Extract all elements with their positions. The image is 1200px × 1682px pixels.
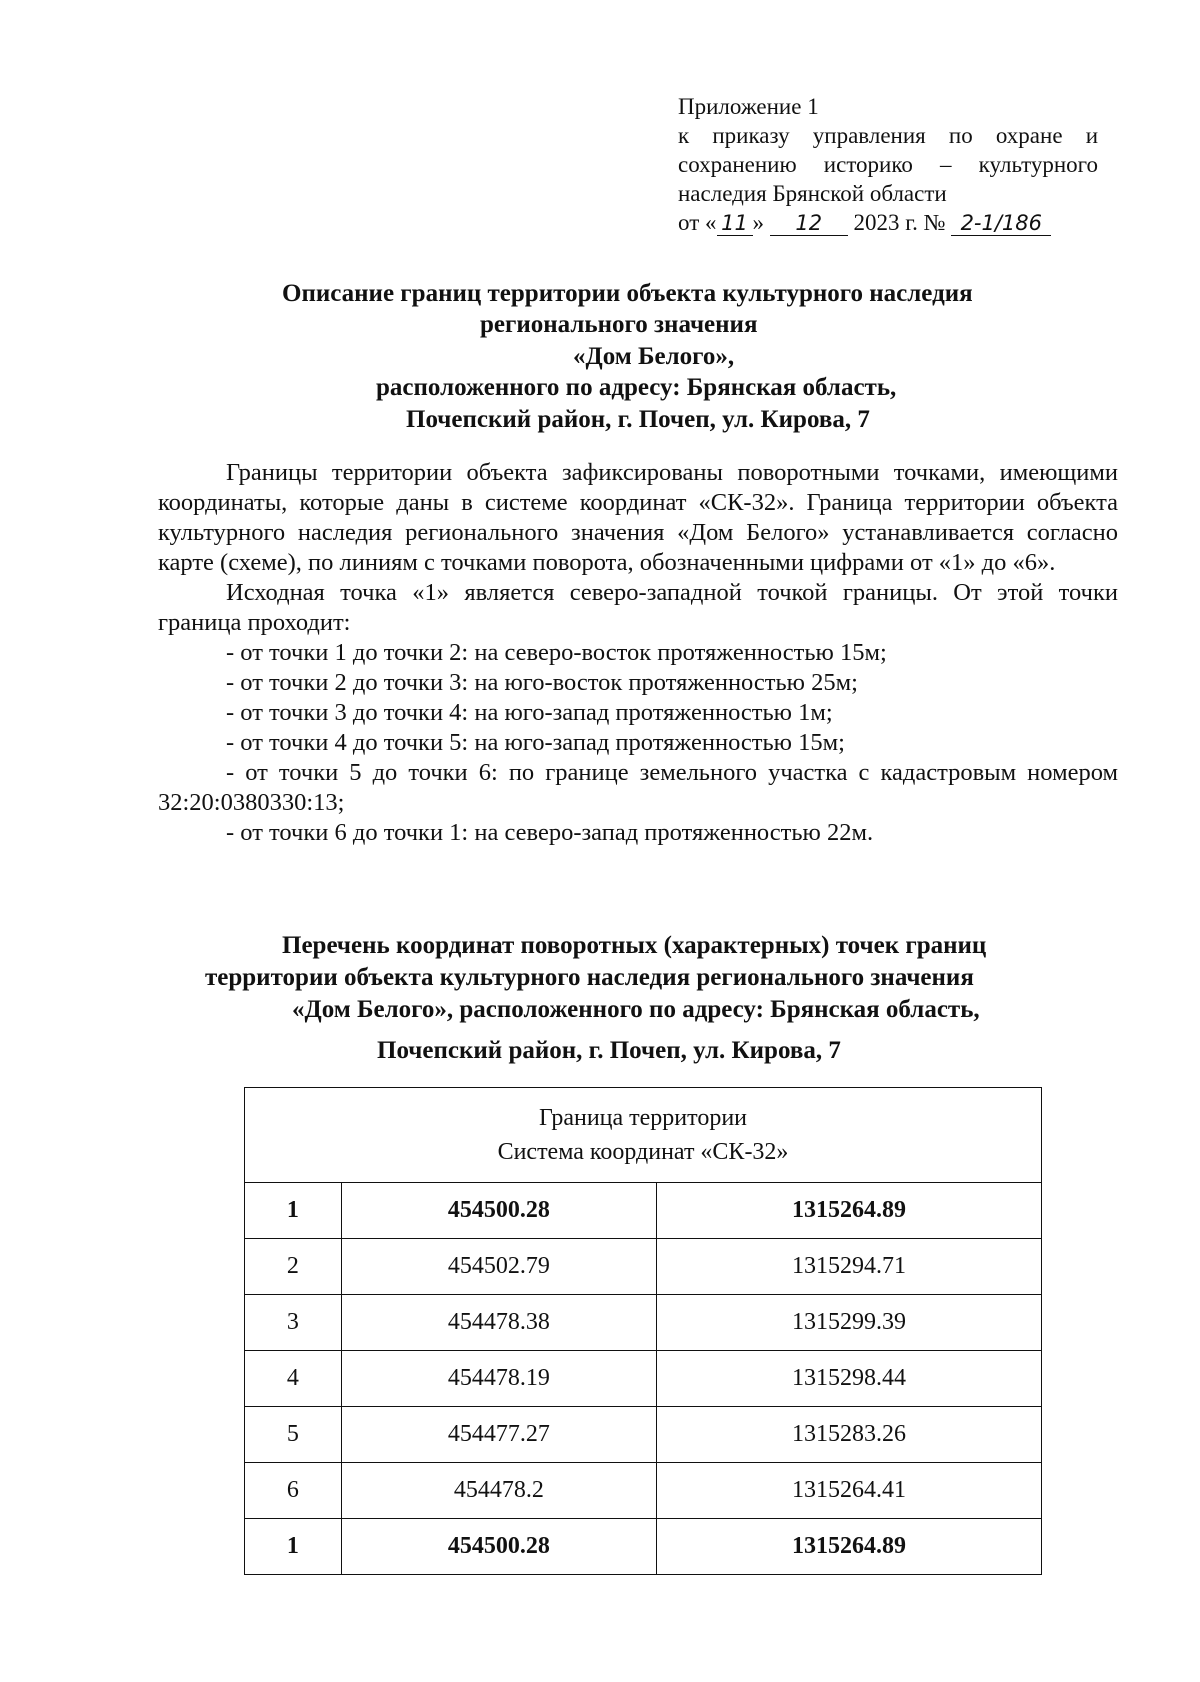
list-heading-line: Почепский район, г. Почеп, ул. Кирова, 7 bbox=[377, 1037, 841, 1064]
list-heading-line: территории объекта культурного наследия регионального значения bbox=[205, 964, 974, 991]
x-coordinate-cell: 454478.38 bbox=[341, 1295, 656, 1351]
boundary-segment-item: - от точки 5 до точки 6: по границе земельного участка с кадастровым номером 32:20:0380330:13; bbox=[158, 759, 1118, 816]
x-coordinate-cell: 454477.27 bbox=[341, 1407, 656, 1463]
table-row bbox=[245, 1407, 1042, 1463]
x-coordinate-cell: 454500.28 bbox=[341, 1183, 656, 1239]
table-row bbox=[245, 1351, 1042, 1407]
heading-line: регионального значения bbox=[480, 311, 758, 338]
handwritten-order-number: 2-1/186 bbox=[951, 211, 1051, 236]
table-header-cell bbox=[245, 1088, 1042, 1183]
description-body bbox=[158, 458, 1118, 848]
x-coordinate-cell: 454478.2 bbox=[341, 1463, 656, 1519]
point-number-cell: 6 bbox=[245, 1463, 342, 1519]
boundary-segment-item: - от точки 1 до точки 2: на северо-восток протяженностью 15м; bbox=[226, 639, 887, 666]
date-year: 2023 г. № bbox=[853, 210, 946, 235]
point-number-cell: 1 bbox=[245, 1519, 342, 1575]
table-row bbox=[245, 1239, 1042, 1295]
y-coordinate-cell: 1315283.26 bbox=[656, 1407, 1041, 1463]
table-header-subtitle: Система координат «СК-32» bbox=[497, 1139, 789, 1165]
boundary-segment-item: - от точки 2 до точки 3: на юго-восток протяженностью 25м; bbox=[226, 669, 858, 696]
point-number-cell: 2 bbox=[245, 1239, 342, 1295]
list-heading-line: «Дом Белого», расположенного по адресу: Брянская область, bbox=[292, 996, 980, 1023]
x-coordinate-cell: 454500.28 bbox=[341, 1519, 656, 1575]
y-coordinate-cell: 1315294.71 bbox=[656, 1239, 1041, 1295]
handwritten-month: 12 bbox=[770, 211, 848, 236]
y-coordinate-cell: 1315264.89 bbox=[656, 1183, 1041, 1239]
point-number-cell: 4 bbox=[245, 1351, 342, 1407]
x-coordinate-cell: 454478.19 bbox=[341, 1351, 656, 1407]
appendix-line: наследия Брянской области bbox=[678, 181, 947, 206]
paragraph: Границы территории объекта зафиксированы поворотными точками, имеющими координаты, которые даны в системе координат «СК-32». Граница территории объекта культурного наследия регионального значения «Дом Белого» устанавливается согласно карте (схеме), по линиям с точками поворота, обозначенными цифрами от «1» до «6». bbox=[158, 459, 1118, 576]
boundary-segment-item: - от точки 6 до точки 1: на северо-запад протяженностью 22м. bbox=[226, 819, 874, 846]
point-number-cell: 5 bbox=[245, 1407, 342, 1463]
paragraph: Исходная точка «1» является северо-западной точкой границы. От этой точки граница проходит: bbox=[158, 579, 1118, 636]
table-row bbox=[245, 1183, 1042, 1239]
appendix-block bbox=[678, 92, 1098, 237]
heading-line: расположенного по адресу: Брянская область, bbox=[376, 374, 897, 401]
heading-line: Почепский район, г. Почеп, ул. Кирова, 7 bbox=[406, 406, 870, 433]
table-row bbox=[245, 1295, 1042, 1351]
table-header-row bbox=[245, 1088, 1042, 1183]
date-prefix: от « bbox=[678, 210, 717, 235]
y-coordinate-cell: 1315264.41 bbox=[656, 1463, 1041, 1519]
point-number-cell: 1 bbox=[245, 1183, 342, 1239]
appendix-title: Приложение 1 bbox=[678, 94, 819, 119]
coordinates-table bbox=[244, 1087, 1042, 1575]
heading-line: Описание границ территории объекта культурного наследия bbox=[282, 280, 973, 307]
boundary-segment-item: - от точки 4 до точки 5: на юго-запад протяженностью 15м; bbox=[226, 729, 845, 756]
y-coordinate-cell: 1315264.89 bbox=[656, 1519, 1041, 1575]
table-row bbox=[245, 1463, 1042, 1519]
order-date-line bbox=[678, 208, 1098, 237]
y-coordinate-cell: 1315298.44 bbox=[656, 1351, 1041, 1407]
appendix-line: к приказу управления по охране и bbox=[678, 123, 1098, 148]
list-heading-line: Перечень координат поворотных (характерных) точек границ bbox=[282, 932, 987, 959]
heading-line: «Дом Белого», bbox=[573, 343, 735, 370]
boundary-segment-item: - от точки 3 до точки 4: на юго-запад протяженностью 1м; bbox=[226, 699, 833, 726]
handwritten-day: 11 bbox=[717, 211, 753, 236]
appendix-line: сохранению историко – культурного bbox=[678, 152, 1098, 177]
x-coordinate-cell: 454502.79 bbox=[341, 1239, 656, 1295]
date-separator: » bbox=[752, 210, 764, 235]
point-number-cell: 3 bbox=[245, 1295, 342, 1351]
y-coordinate-cell: 1315299.39 bbox=[656, 1295, 1041, 1351]
table-header-title: Граница территории bbox=[538, 1105, 748, 1131]
table-row bbox=[245, 1519, 1042, 1575]
